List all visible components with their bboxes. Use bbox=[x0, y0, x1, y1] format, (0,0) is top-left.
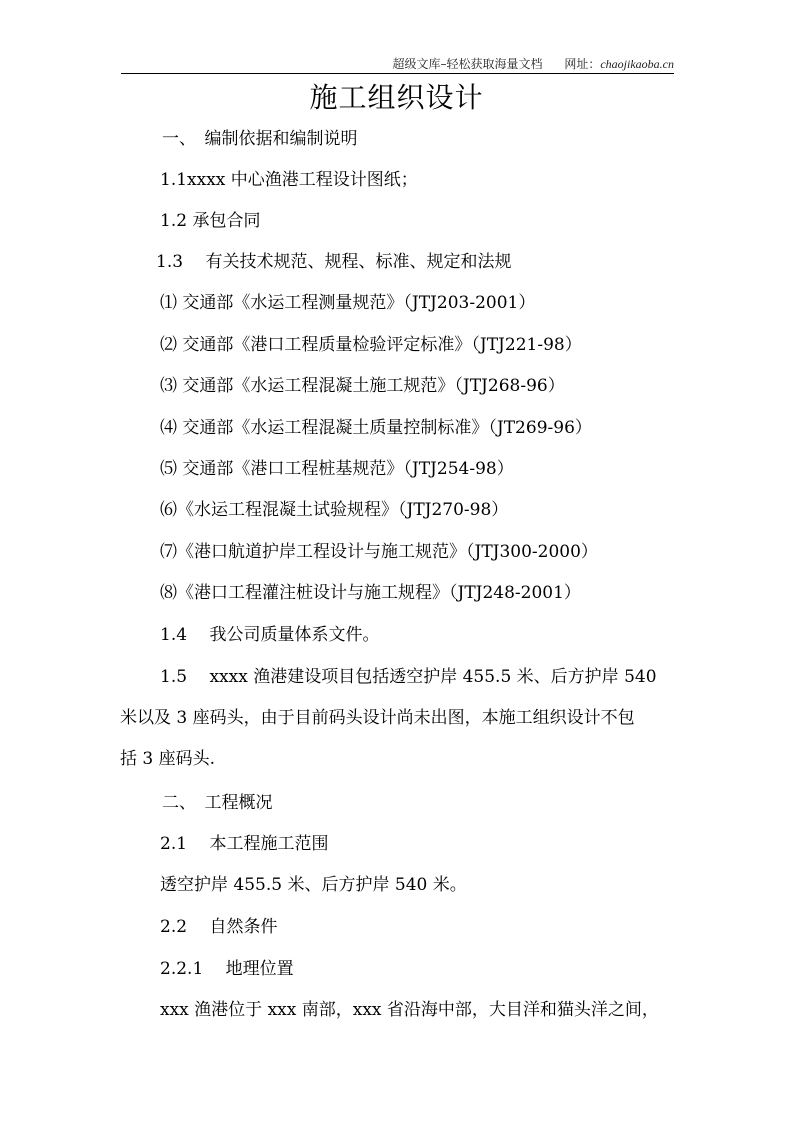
header-url bbox=[564, 57, 674, 71]
page-header bbox=[121, 56, 674, 72]
item-1-1: 1.1xxxx 中心渔港工程设计图纸； bbox=[160, 170, 418, 190]
reference-item: ⑹《水运工程混凝土试验规程》（JTJ270-98） bbox=[160, 500, 509, 520]
reference-item: ⑺《港口航道护岸工程设计与施工规范》（JTJ300-2000） bbox=[160, 542, 598, 562]
section2-heading: 二、 工程概况 bbox=[162, 793, 273, 813]
reference-item: ⑷ 交通部《水运工程混凝土质量控制标准》（JT269-96） bbox=[160, 418, 592, 438]
item-1-3: 1.3 有关技术规范、规程、标准、规定和法规 bbox=[156, 252, 512, 272]
item-1-5-line1: 1.5 xxxx 渔港建设项目包括透空护岸 455.5 米、后方护岸 540 bbox=[160, 667, 657, 687]
reference-item: ⑶ 交通部《水运工程混凝土施工规范》（JTJ268-96） bbox=[160, 376, 565, 396]
item-1-5-line3: 括 3 座码头. bbox=[120, 749, 216, 769]
item-1-2: 1.2 承包合同 bbox=[160, 211, 261, 231]
header-site-text: 超级文库–轻松获取海量文档 bbox=[392, 57, 543, 71]
reference-item: ⑸ 交通部《港口工程桩基规范》（JTJ254-98） bbox=[160, 459, 514, 479]
reference-item: ⑻《港口工程灌注桩设计与施工规程》（JTJ248-2001） bbox=[160, 583, 581, 603]
item-2-1-text: 透空护岸 455.5 米、后方护岸 540 米。 bbox=[160, 875, 467, 895]
header-url-label: 网址： bbox=[564, 57, 601, 71]
item-2-2-1: 2.2.1 地理位置 bbox=[160, 959, 294, 979]
item-1-4: 1.4 我公司质量体系文件。 bbox=[160, 625, 380, 645]
item-2-2: 2.2 自然条件 bbox=[160, 917, 278, 937]
section1-heading: 一、 编制依据和编制说明 bbox=[162, 129, 358, 149]
document-title: 施工组织设计 bbox=[309, 81, 484, 114]
header-rule bbox=[121, 73, 674, 74]
reference-item: ⑴ 交通部《水运工程测量规范》（JTJ203-2001） bbox=[160, 293, 536, 313]
reference-item: ⑵ 交通部《港口工程质量检验评定标准》（JTJ221-98） bbox=[160, 335, 582, 355]
item-2-2-1-text: xxx 渔港位于 xxx 南部，xxx 省沿海中部，大目洋和猫头洋之间， bbox=[160, 1000, 659, 1020]
item-2-1: 2.1 本工程施工范围 bbox=[160, 834, 329, 854]
header-url-value[interactable]: chaojikaoba.cn bbox=[600, 57, 674, 71]
item-1-5-line2: 米以及 3 座码头，由于目前码头设计尚未出图，本施工组织设计不包 bbox=[120, 708, 635, 728]
